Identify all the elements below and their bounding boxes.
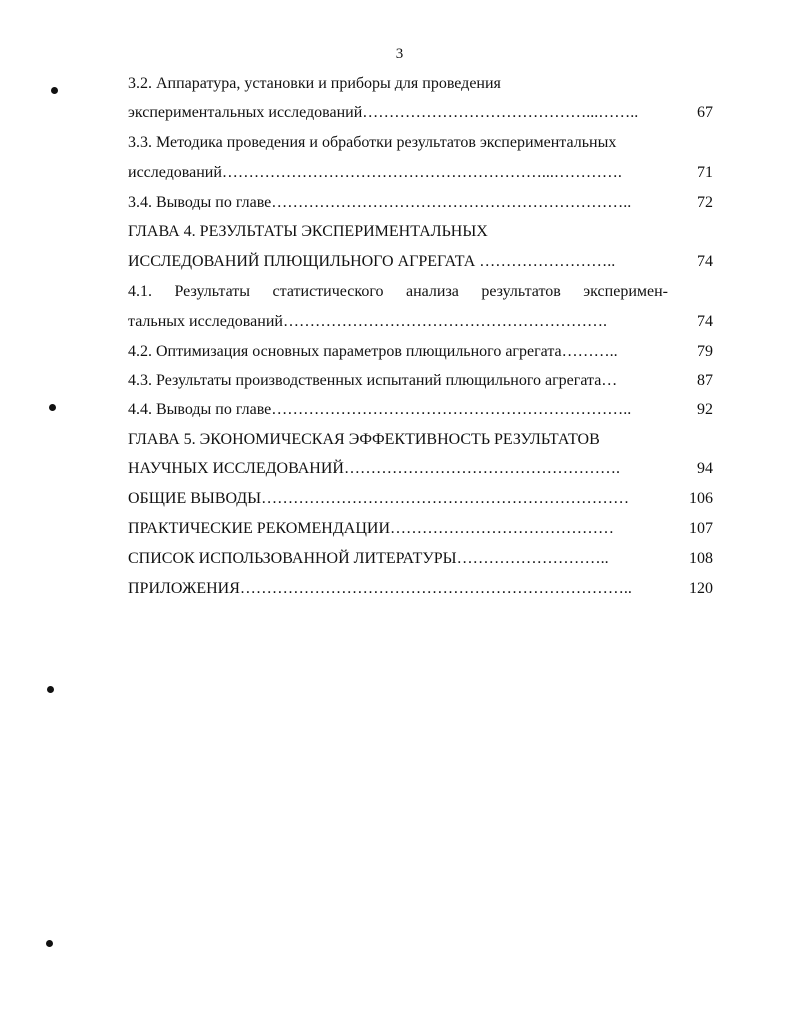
toc-entry[interactable] [128,548,713,570]
toc-entry-title: 3.2. Аппаратура, установки и приборы для проведения [128,75,501,92]
toc-entry[interactable] [128,221,713,243]
toc-entry[interactable] [128,458,713,480]
toc-entry-page: 106 [689,490,713,507]
toc-entry-title: тальных исследований……………………………………………………. [128,313,607,330]
toc-entry[interactable] [128,281,713,303]
toc-entry-page: 67 [697,104,713,121]
toc-entry-title: ОБЩИЕ ВЫВОДЫ…………………………………………………………… [128,490,630,507]
toc-entry-title: ПРАКТИЧЕСКИЕ РЕКОМЕНДАЦИИ…………………………………… [128,520,614,537]
toc-entry-title: ГЛАВА 4. РЕЗУЛЬТАТЫ ЭКСПЕРИМЕНТАЛЬНЫХ [128,223,488,240]
toc-entry[interactable] [128,341,713,363]
binding-hole-mark [51,87,58,94]
toc-entry[interactable] [128,488,713,510]
toc-entry[interactable] [128,399,713,421]
toc-entry-title: ГЛАВА 5. ЭКОНОМИЧЕСКАЯ ЭФФЕКТИВНОСТЬ РЕЗУЛЬТАТОВ [128,431,600,448]
toc-entry[interactable] [128,311,713,333]
binding-hole-mark [47,686,54,693]
toc-entry[interactable] [128,518,713,540]
toc-entry-page: 72 [697,194,713,211]
toc-entry[interactable] [128,578,713,600]
toc-entry-title: исследований……………………………………………………...…………. [128,164,622,181]
toc-entry-title: 4.4. Выводы по главе………………………………………………………….. [128,401,632,418]
toc-entry-page: 92 [697,401,713,418]
toc-entry-page: 71 [697,164,713,181]
toc-entry-title: 4.2. Оптимизация основных параметров плющильного агрегата……….. [128,343,618,360]
toc-entry[interactable] [128,102,713,124]
toc-entry[interactable] [128,370,713,392]
toc-entry-title: НАУЧНЫХ ИССЛЕДОВАНИЙ……………………………………………. [128,460,620,477]
toc-entry-page: 74 [697,313,713,330]
toc-entry[interactable] [128,192,713,214]
toc-entry[interactable] [128,251,713,273]
toc-entry-page: 74 [697,253,713,270]
toc-entry-title: 3.3. Методика проведения и обработки результатов экспериментальных [128,134,617,151]
toc-entry-title: 4.3. Результаты производственных испытаний плющильного агрегата… [128,372,618,389]
toc-entry-title: СПИСОК ИСПОЛЬЗОВАННОЙ ЛИТЕРАТУРЫ……………………….. [128,550,609,567]
toc-entry[interactable] [128,73,713,95]
toc-entry-title: 4.1. Результаты статистического анализа результатов эксперимен- [128,283,668,300]
toc-entry-page: 87 [697,372,713,389]
page-number: 3 [395,46,404,62]
toc-entry[interactable] [128,132,713,154]
toc-entry-title: ПРИЛОЖЕНИЯ……………………………………………………………….. [128,580,632,597]
toc-entry-page: 107 [689,520,713,537]
toc-entry-page: 94 [697,460,713,477]
toc-entry[interactable] [128,429,713,451]
toc-entry-page: 108 [689,550,713,567]
binding-hole-mark [49,404,56,411]
toc-entry-title: экспериментальных исследований……………………………………...…….. [128,104,639,121]
toc-entry-title: 3.4. Выводы по главе………………………………………………………….. [128,194,632,211]
toc-entry-page: 79 [697,343,713,360]
toc-entry-page: 120 [689,580,713,597]
binding-hole-mark [46,940,53,947]
toc-entry-title: ИССЛЕДОВАНИЙ ПЛЮЩИЛЬНОГО АГРЕГАТА …………………….. [128,253,616,270]
toc-entry[interactable] [128,162,713,184]
